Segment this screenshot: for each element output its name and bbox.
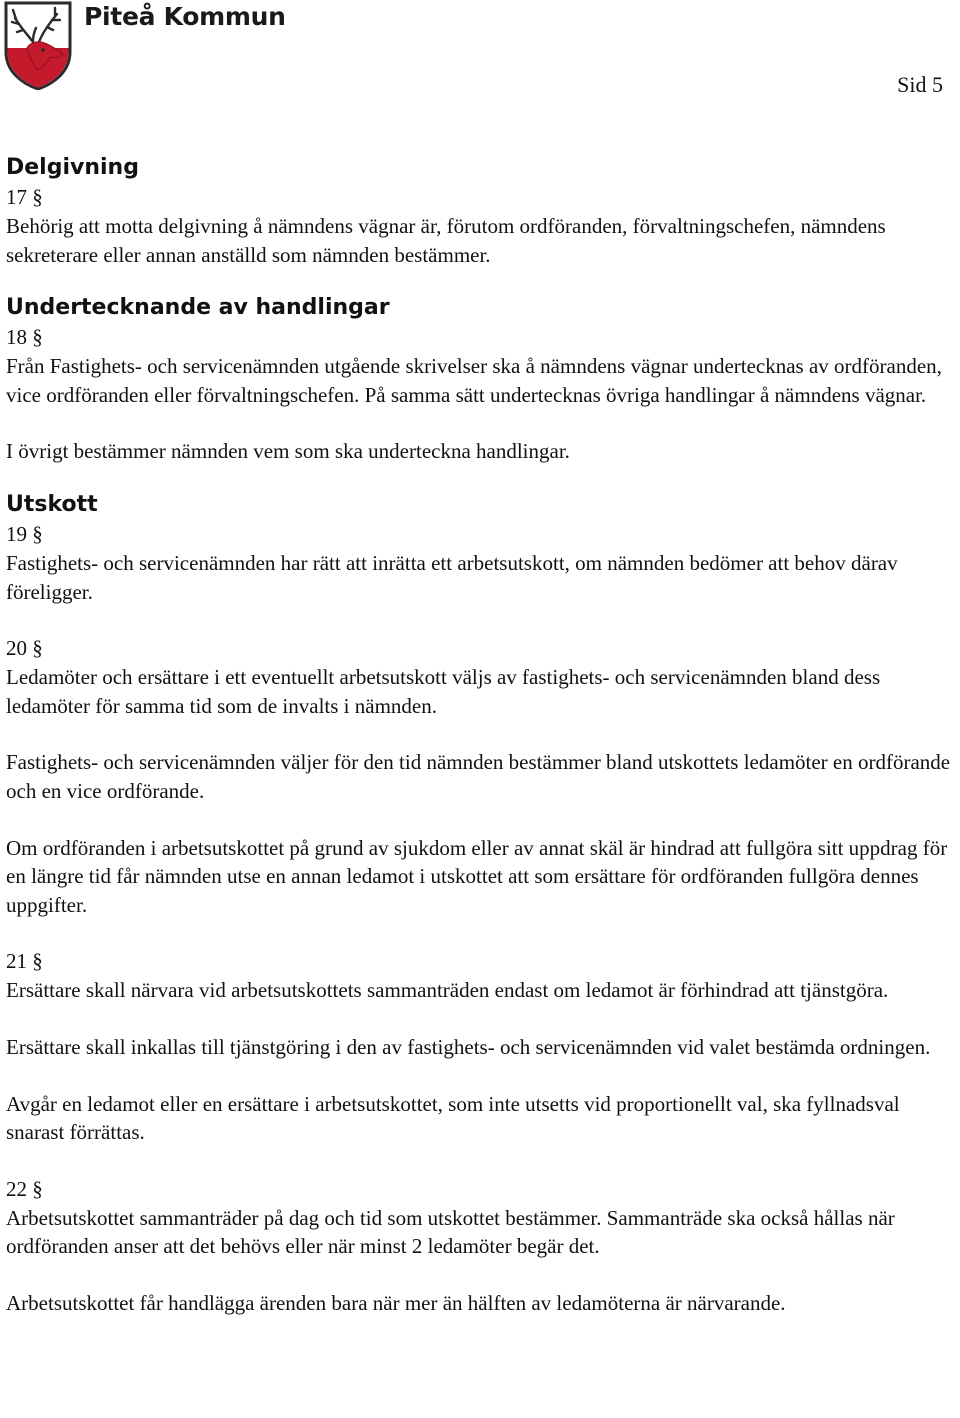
paragraph-number-20: 20 § xyxy=(6,636,43,661)
paragraph-19-text: Fastighets- och servicenämnden har rätt att inrätta ett arbetsutskott, om nämnden bedömer att behov därav föreligger. xyxy=(6,550,898,604)
paragraph-21-text-3: Avgår en ledamot eller en ersättare i arbetsutskottet, som inte utsetts vid proportionellt val, ska fyllnadsval snarast förrättas. xyxy=(6,1091,900,1145)
paragraph-18-text: Från Fastighets- och servicenämnden utgående skrivelser ska å nämndens vägnar undertecknas av ordföranden, vice ordföranden eller förvaltningschefen. På samma sätt undertecknas övriga handlingar å nämndens vägnar. xyxy=(6,354,942,407)
paragraph-number-22: 22 § xyxy=(6,1176,43,1201)
paragraph-number-18: 18 § xyxy=(6,325,43,350)
paragraph-20-text-3: Om ordföranden i arbetsutskottet på grund av sjukdom eller av annat skäl är hindrad att fullgöra sitt uppdrag för en längre tid får nämnden utse en annan ledamot i utskottet att som ersättare för ordföranden fullgöra dennes uppgifter. xyxy=(6,835,948,917)
paragraph-number-21: 21 § xyxy=(6,949,43,974)
paragraph-20-text-2: Fastighets- och servicenämnden väljer för den tid nämnden bestämmer bland utskottets ledamöter en ordförande och en vice ordförande. xyxy=(6,750,951,803)
paragraph-20-text: Ledamöter och ersättare i ett eventuellt arbetsutskott väljs av fastighets- och servicenämnden bland dess ledamöter för samma tid som de invalts i nämnden. xyxy=(6,665,881,718)
paragraph-18-text-2: I övrigt bestämmer nämnden vem som ska underteckna handlingar. xyxy=(6,439,570,464)
paragraph-number-17: 17 § xyxy=(6,185,43,209)
municipality-coat-of-arms-logo xyxy=(3,0,73,90)
paragraph-number-19: 19 § xyxy=(6,521,43,546)
municipality-name: Piteå Kommun xyxy=(84,2,286,31)
document-body xyxy=(6,153,956,1317)
paragraph-21-text-2: Ersättare skall inkallas till tjänstgöring i den av fastighets- och servicenämnden vid valet bestämda ordningen. xyxy=(6,1034,931,1059)
paragraph-22-text-2: Arbetsutskottet får handlägga ärenden bara när mer än hälften av ledamöterna är närvarande. xyxy=(6,1290,786,1315)
section-heading-delgivning: Delgivning xyxy=(6,155,139,180)
paragraph-21-text: Ersättare skall närvara vid arbetsutskottets sammanträden endast om ledamot är förhindrad att tjänstgöra. xyxy=(6,978,889,1003)
paragraph-17-text: Behörig att motta delgivning å nämndens vägnar är, förutom ordföranden, förvaltningschefen, nämndens sekreterare eller annan anställd som nämnden bestämmer. xyxy=(6,214,886,267)
section-heading-undertecknande: Undertecknande av handlingar xyxy=(6,295,390,321)
page-number: Sid 5 xyxy=(897,72,943,97)
section-heading-utskott: Utskott xyxy=(6,491,98,517)
paragraph-22-text: Arbetsutskottet sammanträder på dag och tid som utskottet bestämmer. Sammanträde ska också hållas när ordföranden anser att det behövs eller när minst 2 ledamöter begär det. xyxy=(6,1205,895,1259)
